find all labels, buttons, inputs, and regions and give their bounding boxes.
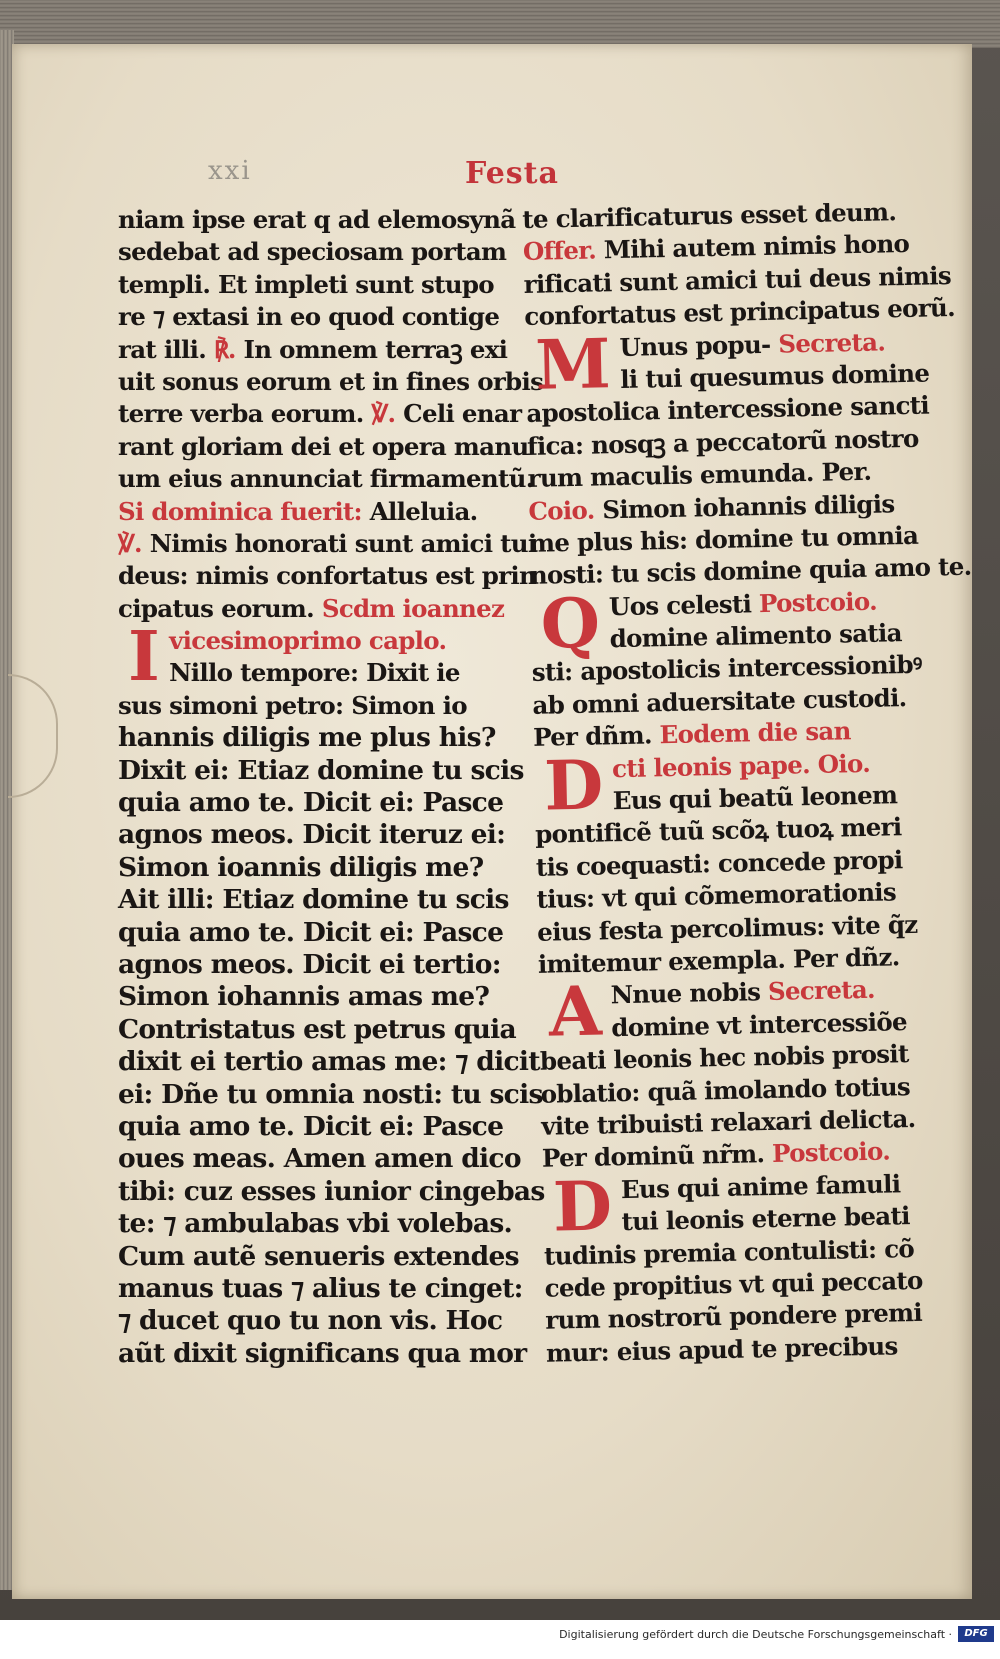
left-text-column xyxy=(118,204,545,1370)
rubric-text: Eodem die san xyxy=(659,716,851,750)
rubric-text: Coio. xyxy=(528,494,603,526)
body-text: Simon iohannis diligis xyxy=(602,488,895,524)
text-line xyxy=(118,1111,518,1143)
body-text: Eus qui beatũ leonem xyxy=(612,780,898,816)
body-text: quia amo te. Dicit ei: Pasce xyxy=(118,1110,504,1142)
rubric-text: ℣. xyxy=(118,528,150,558)
body-text: Uos celesti xyxy=(608,588,760,621)
body-text: rant gloriam dei et opera manu xyxy=(118,431,529,461)
body-text: dixit ei tertio amas me: ⁊ dicit xyxy=(118,1046,540,1078)
body-text: Simon ioannis diligis me? xyxy=(118,851,484,883)
text-line xyxy=(118,593,518,625)
text-line xyxy=(118,1305,518,1337)
body-text: Celi enar xyxy=(403,399,522,429)
text-line xyxy=(118,690,518,722)
page-stack-top-edge xyxy=(0,0,1000,48)
body-text: Unus popu- xyxy=(619,329,779,362)
body-text: cede propitius vt qui peccato xyxy=(544,1265,923,1303)
text-line xyxy=(118,236,518,268)
folio-number: xxi xyxy=(208,156,252,186)
body-text: agnos meos. Dicit ei tertio: xyxy=(118,948,501,980)
body-text: Nnue nobis xyxy=(610,977,769,1010)
body-text: Nillo tempore: Dixit ie xyxy=(169,658,460,688)
text-line xyxy=(118,981,518,1013)
footer-credit-text: Digitalisierung gefördert durch die Deutsche Forschungsgemeinschaft · xyxy=(559,1628,952,1641)
text-line xyxy=(118,754,524,787)
book-page xyxy=(12,44,972,1599)
body-text: confortatus est principatus eorũ. xyxy=(524,293,956,332)
text-line xyxy=(118,1143,521,1175)
body-text: Ait illi: Etiaz domine tu scis xyxy=(118,884,509,916)
text-line xyxy=(118,398,522,430)
rubric-text: Scdm ioannez xyxy=(321,593,505,623)
body-text: domine alimento satia xyxy=(609,618,903,654)
text-line xyxy=(118,657,518,689)
body-text: pontificẽ tuũ scõꝝ tuoꝝ meri xyxy=(534,812,902,850)
body-text: Per dominũ nr̃m. xyxy=(541,1139,773,1174)
text-line xyxy=(118,949,518,981)
body-text: Per dñm. xyxy=(532,720,660,753)
text-line xyxy=(118,1272,523,1305)
rubricated-initial: I xyxy=(128,617,160,698)
text-line xyxy=(118,1046,540,1078)
body-text: templi. Et impleti sunt stupo xyxy=(118,269,494,299)
right-text-column xyxy=(522,196,972,1370)
body-text: quia amo te. Dicit ei: Pasce xyxy=(118,916,504,948)
body-text: rum maculis emunda. Per. xyxy=(527,456,872,494)
body-text: agnos meos. Dicit iteruz ei: xyxy=(118,819,506,851)
text-line xyxy=(118,463,534,495)
body-text: te clarificaturus esset deum. xyxy=(522,197,897,234)
body-text: re ⁊ extasi in eo quod contige xyxy=(118,302,500,332)
body-text: te: ⁊ ambulabas vbi volebas. xyxy=(118,1208,513,1240)
text-line xyxy=(118,852,518,884)
text-line xyxy=(118,819,518,851)
body-text: eius festa percolimus: vite q̃z xyxy=(536,909,918,947)
text-line xyxy=(118,496,518,528)
body-text: um eius annunciat firmamentũ. xyxy=(118,464,534,494)
text-line xyxy=(118,301,518,333)
rubricated-initial: D xyxy=(552,1166,613,1248)
body-text: In omnem terraꝫ exi xyxy=(243,334,508,364)
text-line xyxy=(118,204,518,236)
body-text: Dixit ei: Etiaz domine tu scis xyxy=(118,754,524,786)
text-line xyxy=(118,1078,543,1111)
rubric-text: Offer. xyxy=(522,235,605,267)
body-text: tudinis premia contulisti: cõ xyxy=(543,1233,915,1271)
text-line xyxy=(118,1241,518,1273)
text-line xyxy=(118,1208,518,1240)
body-text: imitemur exempla. Per dñz. xyxy=(537,942,900,979)
rubric-text: ℣. xyxy=(371,399,404,429)
rubric-text: vicesimoprimo caplo. xyxy=(169,626,447,656)
body-text: ei: Dñe tu omnia nosti: tu scis xyxy=(118,1078,543,1110)
text-line xyxy=(118,431,529,463)
running-header-title: Festa xyxy=(465,156,559,191)
body-text: tis coequasti: concede propi xyxy=(535,844,903,882)
body-text: sus simoni petro: Simon io xyxy=(118,690,467,720)
body-text: vite tribuisti relaxari delicta. xyxy=(541,1103,916,1141)
text-line xyxy=(118,528,537,560)
rubric-text: ℟. xyxy=(213,334,244,364)
body-text: fica: nosqꝫ a peccatorũ nostro xyxy=(526,423,919,461)
rubricated-initial: D xyxy=(543,745,604,827)
body-text: uit sonus eorum et in fines orbis xyxy=(118,366,544,396)
body-text: hannis diligis me plus his? xyxy=(118,722,496,754)
body-text: mur: eius apud te precibus xyxy=(545,1331,898,1368)
body-text: cipatus eorum. xyxy=(118,593,322,623)
body-text: beati leonis hec nobis prosit xyxy=(539,1039,909,1076)
rubric-text: Postcoio. xyxy=(771,1136,891,1169)
text-line xyxy=(118,334,518,366)
body-text: Contristatus est petrus quia xyxy=(118,1013,516,1045)
text-line xyxy=(118,269,518,301)
dfg-logo: DFG xyxy=(958,1626,994,1642)
digitization-footer xyxy=(0,1620,1000,1659)
body-text: manus tuas ⁊ alius te cinget: xyxy=(118,1272,523,1304)
body-text: quia amo te. Dicit ei: Pasce xyxy=(118,787,504,819)
body-text: sedebat ad speciosam portam xyxy=(118,237,507,267)
body-text: Mihi autem nimis hono xyxy=(603,229,910,265)
rubric-text: cti leonis pape. Oio. xyxy=(611,748,871,783)
body-text: ab omni aduersitate custodi. xyxy=(532,682,907,720)
body-text: tui leonis eterne beati xyxy=(621,1201,910,1237)
body-text: rum nostrorũ pondere premi xyxy=(545,1298,923,1336)
rubricated-initial: A xyxy=(548,971,602,1053)
text-line xyxy=(118,1337,527,1370)
text-line xyxy=(118,722,518,754)
text-line xyxy=(118,366,544,398)
body-text: apostolica intercessione sancti xyxy=(526,390,930,429)
body-text: deus: nimis confortatus est prin xyxy=(118,561,537,591)
body-text: niam ipse erat q ad elemosynã xyxy=(118,205,516,234)
rubricated-initial: M xyxy=(534,323,611,406)
text-line xyxy=(118,1014,518,1046)
body-text: ⁊ ducet quo tu non vis. Hoc xyxy=(118,1305,503,1337)
rubric-text: Postcoio. xyxy=(758,586,878,618)
text-line xyxy=(118,560,537,592)
body-text: Simon iohannis amas me? xyxy=(118,981,490,1013)
page-clip-mark xyxy=(8,674,58,798)
body-text: Alleluia. xyxy=(369,496,478,526)
rubric-text: Secreta. xyxy=(767,975,876,1007)
body-text: oblatio: quã imolando totius xyxy=(540,1071,911,1109)
body-text: me plus his: domine tu omnia xyxy=(528,520,919,558)
body-text: rat illi. xyxy=(118,334,214,364)
body-text: Eus qui anime famuli xyxy=(620,1169,901,1204)
body-text: oues meas. Amen amen dico xyxy=(118,1143,521,1175)
body-text: Nimis honorati sunt amici tui xyxy=(149,528,537,558)
body-text: Cum autẽ senueris extendes xyxy=(118,1240,519,1272)
body-text: sti: apostolicis intercessionibꝰ xyxy=(531,650,922,688)
body-text: aũt dixit significans qua mor xyxy=(118,1337,527,1369)
running-header xyxy=(12,156,972,191)
text-line xyxy=(118,1175,545,1208)
body-text: tius: vt qui cõmemorationis xyxy=(536,877,897,915)
body-text: domine vt intercessiõe xyxy=(611,1006,908,1043)
body-text: terre verba eorum. xyxy=(118,399,372,429)
body-text: li tui quesumus domine xyxy=(619,358,930,394)
text-line xyxy=(118,787,518,819)
text-line xyxy=(118,917,518,949)
text-line xyxy=(118,884,518,916)
rubricated-initial: Q xyxy=(539,583,601,665)
body-text: rificati sunt amici tui deus nimis xyxy=(523,260,952,299)
body-text: nosti: tu scis domine quia amo te. xyxy=(529,551,972,591)
rubric-text: Si dominica fuerit: xyxy=(118,496,370,526)
body-text: tibi: cuz esses iunior cingebas xyxy=(118,1175,545,1207)
rubric-text: Secreta. xyxy=(777,326,886,359)
